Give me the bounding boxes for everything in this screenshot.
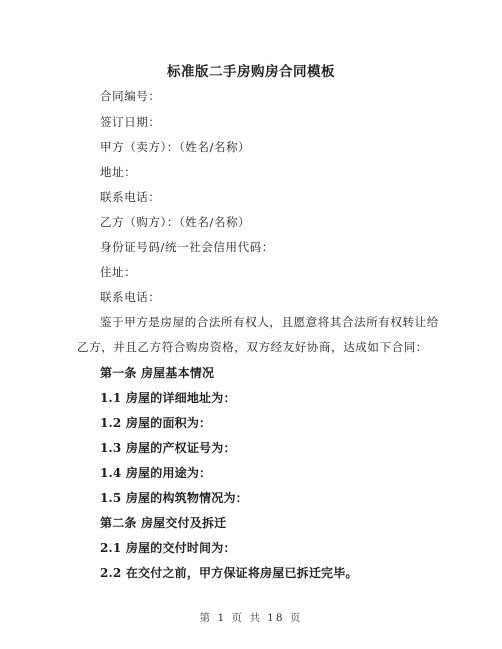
article-1-heading: 第一条 房屋基本情况 xyxy=(100,366,215,380)
preamble-line-2: 乙方，并且乙方符合购房资格，双方经友好协商，达成如下合同： xyxy=(77,340,428,354)
page-number-footer: 第 1 页 共 18 页 xyxy=(199,612,303,624)
article-1-item: 1.4 房屋的用途为： xyxy=(100,466,212,480)
article-1-item: 1.5 房屋的构筑物情况为： xyxy=(100,491,248,505)
party-b-id-field: 身份证号码/统一社会信用代码： xyxy=(100,240,274,254)
preamble-line-1: 鉴于甲方是房屋的合法所有权人，且愿意将其合法所有权转让给 xyxy=(100,315,439,329)
article-1-item: 1.3 房屋的产权证号为： xyxy=(100,441,236,455)
article-2-heading: 第二条 房屋交付及拆迁 xyxy=(100,516,227,530)
contract-number-field: 合同编号： xyxy=(100,89,161,103)
article-2-item: 2.1 房屋的交付时间为： xyxy=(100,541,236,555)
article-2-item: 2.2 在交付之前，甲方保证将房屋已拆迁完毕。 xyxy=(100,566,358,580)
party-b-address-field: 住址： xyxy=(100,265,137,279)
document-title: 标准版二手房购房合同模板 xyxy=(167,64,335,80)
party-b-field: 乙方（购方）：（姓名/名称） xyxy=(100,215,251,229)
party-a-field: 甲方（卖方）：（姓名/名称） xyxy=(100,140,251,154)
article-1-item: 1.2 房屋的面积为： xyxy=(100,416,212,430)
party-a-phone-field: 联系电话： xyxy=(100,190,161,204)
party-b-phone-field: 联系电话： xyxy=(100,290,161,304)
article-1-item: 1.1 房屋的详细地址为： xyxy=(100,391,236,405)
sign-date-field: 签订日期： xyxy=(100,115,161,129)
party-a-address-field: 地址： xyxy=(100,165,137,179)
